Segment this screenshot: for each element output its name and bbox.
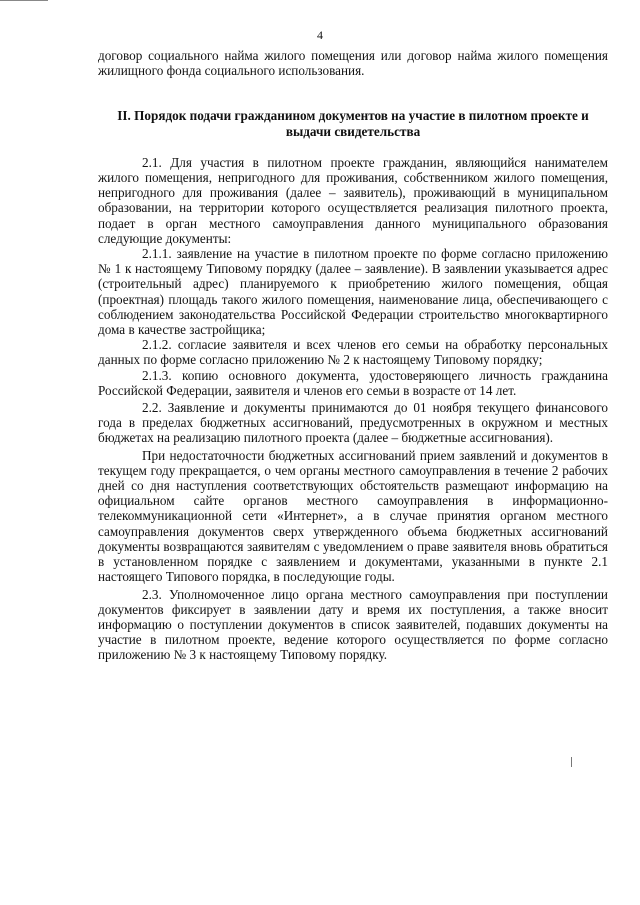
paragraph-2-3: 2.3. Уполномоченное лицо органа местного самоуправления при поступлении документов фиксирует в заявлении дату и время их поступления, а также вносит информацию о поступлении документов в список заявителей, подавших документы на участие в пилотном проекте, ведение которого осуществляется по форме согласно приложению № 3 к настоящему Типовому порядку.: [98, 586, 608, 663]
paragraph-2-1-3: 2.1.3. копию основного документа, удостоверяющего личность гражданина Российской Федерации, заявителя и членов его семьи в возрасте от 14 лет.: [98, 367, 608, 398]
section-heading: II. Порядок подачи гражданином документов на участие в пилотном проекте и выдачи свидетельства: [117, 108, 589, 139]
paragraph-2-2: 2.2. Заявление и документы принимаются до 01 ноября текущего финансового года в пределах бюджетных ассигнований, предусмотренных в окружном и местных бюджетах на реализацию пилотного проекта (далее – бюджетные ассигнования).: [98, 400, 608, 446]
document-body: [98, 48, 608, 663]
paragraph-2-1-1: 2.1.1. заявление на участие в пилотном проекте по форме согласно приложению № 1 к настоящему Типовому порядку (далее – заявление). В заявлении указывается адрес (строительный адрес) планируемого к приобретению жилого помещения, общая (проектная) площадь такого жилого помещения, наименование лица, обеспечивающего с соблюдением законодательства Российской Федерации строительство многоквартирного дома в качестве застройщика;: [98, 246, 608, 338]
scan-corner-mark: [0, 0, 48, 2]
paragraph-2-1-2: 2.1.2. согласие заявителя и всех членов его семьи на обработку персональных данных по форме согласно приложению № 2 к настоящему Типовому порядку;: [98, 337, 608, 368]
paragraph-insufficient-funds: При недостаточности бюджетных ассигнований прием заявлений и документов в текущем году прекращается, о чем органы местного самоуправления в течение 2 рабочих дней со дня наступления соответствующих обстоятельств размещают информацию на официальном сайте органов местного самоуправления в информационно-телекоммуникационной сети «Интернет», а в случае принятия органом местного самоуправления документов сверх утвержденного объема бюджетных ассигнований документы возвращаются заявителям с уведомлением о праве заявителя вновь обратиться в установленном порядке с заявлением и документами, указанными в пункте 2.1 настоящего Типового порядка, в последующие годы.: [98, 447, 608, 585]
page-number: 4: [317, 28, 323, 42]
intro-paragraph: договор социального найма жилого помещения или договор найма жилого помещения жилищного фонда социального использования.: [98, 48, 608, 79]
paragraph-2-1: 2.1. Для участия в пилотном проекте гражданин, являющийся нанимателем жилого помещения, непригодного для проживания, собственником жилого помещения, непригодного для проживания (далее – заявитель), проживающий в муниципальном образовании, на территории которого осуществляется реализация пилотного проекта, подает в орган местного самоуправления данного муниципального образования следующие документы:: [98, 154, 608, 246]
scan-margin-tick: [571, 757, 572, 767]
